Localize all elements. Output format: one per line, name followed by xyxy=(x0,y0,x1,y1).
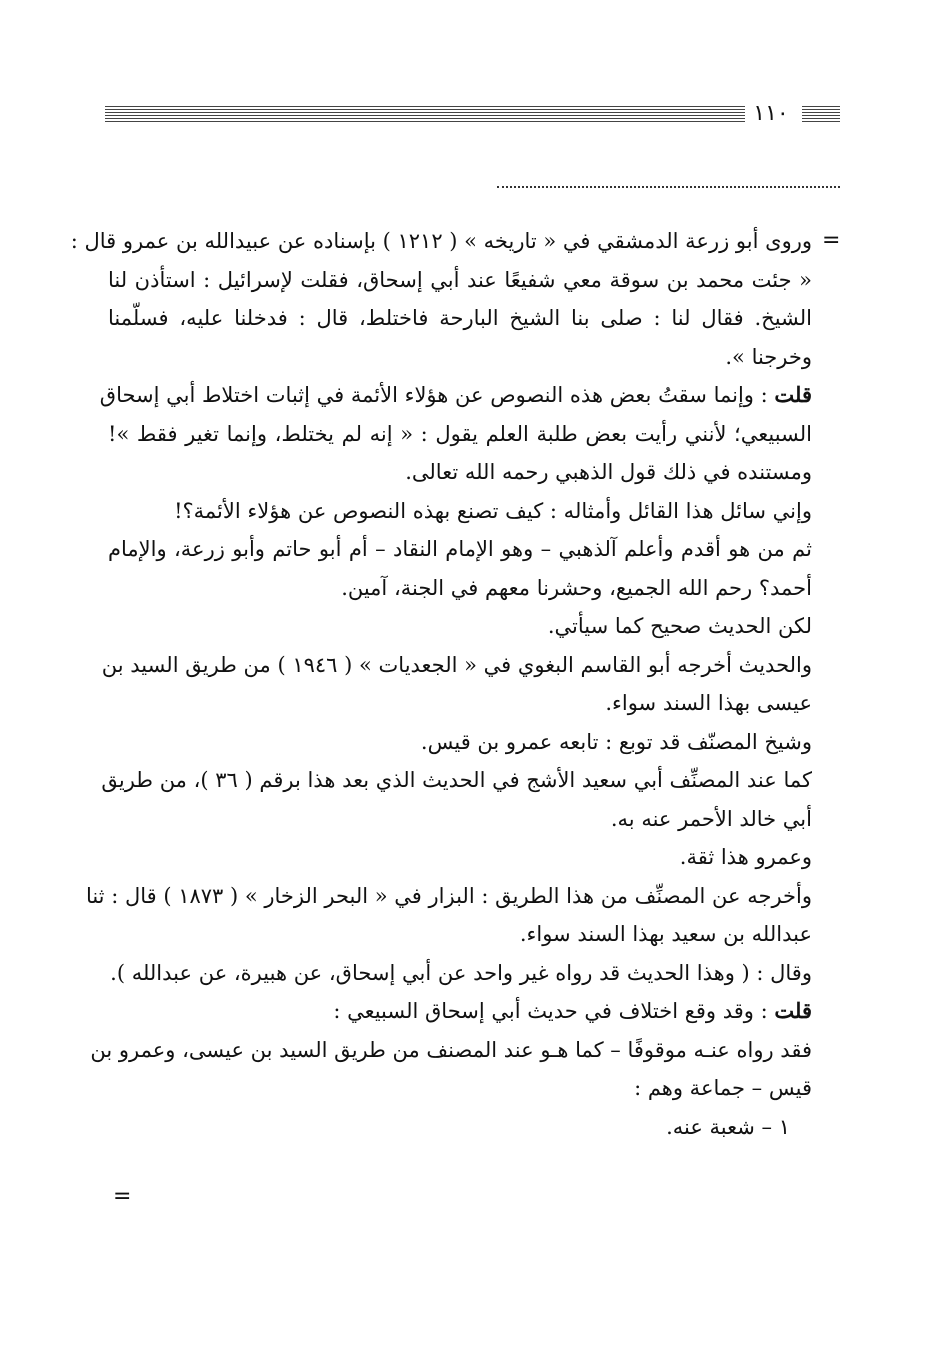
line-text: وإني سائل هذا القائل وأمثاله : كيف تصنع بهذه النصوص عن هؤلاء الأئمة؟! xyxy=(174,498,812,523)
line-text: قيس – جماعة وهم : xyxy=(634,1076,812,1100)
text-line xyxy=(101,761,812,800)
line-text: كما عند المصنِّف أبي سعيد الأشج في الحديث الذي بعد هذا برقم ( ٣٦ )، من طريق xyxy=(101,768,812,792)
text-line xyxy=(108,723,812,762)
text-line xyxy=(108,453,812,492)
text-line xyxy=(85,877,812,916)
page-number: ١١٠ xyxy=(753,101,789,126)
line-text: : وقد وقع اختلاف في حديث أبي إسحاق السبيعي : xyxy=(333,999,775,1023)
line-text: وخرجنا ». xyxy=(725,344,812,369)
text-line xyxy=(101,646,812,685)
header-rule-left xyxy=(105,106,745,122)
page-header xyxy=(105,100,840,130)
line-text: وقال : ( وهذا الحديث قد رواه غير واحد عن أبي إسحاق، عن هبيرة، عن عبدالله ). xyxy=(110,960,812,985)
text-line xyxy=(99,376,812,415)
line-text: وعمرو هذا ثقة. xyxy=(679,845,812,869)
continuation-mark-bottom: = xyxy=(113,1184,132,1209)
line-text: وشيخ المصنّف قد توبع : تابعه عمرو بن قيس. xyxy=(420,729,812,754)
line-text: الشيخ. فقال لنا : صلى بنا الشيخ البارحة فاختلط، قال : فدخلنا عليه، فسلّمنا xyxy=(108,306,812,330)
text-line xyxy=(108,338,812,377)
line-text: وأخرجه عن المصنِّف من هذا الطريق : البزار في « البحر الزخار » ( ١٨٧٣ ) قال : ثنا xyxy=(85,883,812,908)
text-line xyxy=(108,530,812,569)
text-line xyxy=(108,1108,812,1147)
text-line xyxy=(108,954,812,993)
text-line xyxy=(90,1031,812,1070)
line-text: السبيعي؛ لأنني رأيت بعض طلبة العلم يقول : « إنه لم يختلط، وإنما تغير فقط »! xyxy=(108,421,812,446)
continuation-mark-top: = xyxy=(822,228,841,253)
text-line xyxy=(108,415,812,454)
text-line xyxy=(108,800,812,839)
line-text: فقد رواه عنـه موقوفًا – كما هـو عند المصنف من طريق السيد بن عيسى، وعمرو بن xyxy=(90,1037,812,1062)
text-line xyxy=(108,915,812,954)
text-line xyxy=(108,261,812,300)
text-line xyxy=(108,992,812,1031)
line-text: أبي خالد الأحمر عنه به. xyxy=(610,806,812,831)
line-text: ومستنده في ذلك قول الذهبي رحمه الله تعالى. xyxy=(405,460,812,484)
line-text: عبدالله بن سعيد بهذا السند سواء. xyxy=(519,922,812,946)
line-text: لكن الحديث صحيح كما سيأتي. xyxy=(547,614,812,638)
text-line xyxy=(108,569,812,608)
text-line xyxy=(108,492,812,531)
text-line xyxy=(108,299,812,338)
text-line xyxy=(108,1069,812,1108)
line-text: : وإنما سقتُ بعض هذه النصوص عن هؤلاء الأئمة في إثبات اختلاط أبي إسحاق xyxy=(99,383,775,407)
line-text: « جئت محمد بن سوقة معي شفيعًا عند أبي إسحاق، فقلت لإسرائيل : استأذن لنا xyxy=(108,267,812,292)
text-line xyxy=(108,684,812,723)
text-line xyxy=(108,838,812,877)
footnote-separator xyxy=(497,186,840,188)
line-text: ١ – شعبة عنه. xyxy=(666,1114,790,1139)
line-text: والحديث أخرجه أبو القاسم البغوي في « الجعديات » ( ١٩٤٦ ) من طريق السيد بن xyxy=(101,652,812,677)
lead-word: قلت xyxy=(774,998,812,1023)
line-text: عيسى بهذا السند سواء. xyxy=(605,691,812,715)
text-line xyxy=(70,222,812,261)
text-line xyxy=(108,607,812,646)
line-text: وروى أبو زرعة الدمشقي في « تاريخه » ( ١٢١٢ ) بإسناده عن عبيدالله بن عمرو قال : xyxy=(70,229,812,253)
line-text: ثم من هو أقدم وأعلم آلذهبي – وهو الإمام النقاد – أم أبو حاتم وأبو زرعة، والإمام xyxy=(108,537,812,561)
lead-word: قلت xyxy=(774,382,812,407)
header-rule-right xyxy=(802,106,840,122)
footnote-text xyxy=(70,222,812,1146)
line-text: أحمد؟ رحم الله الجميع، وحشرنا معهم في الجنة، آمين. xyxy=(341,575,812,600)
